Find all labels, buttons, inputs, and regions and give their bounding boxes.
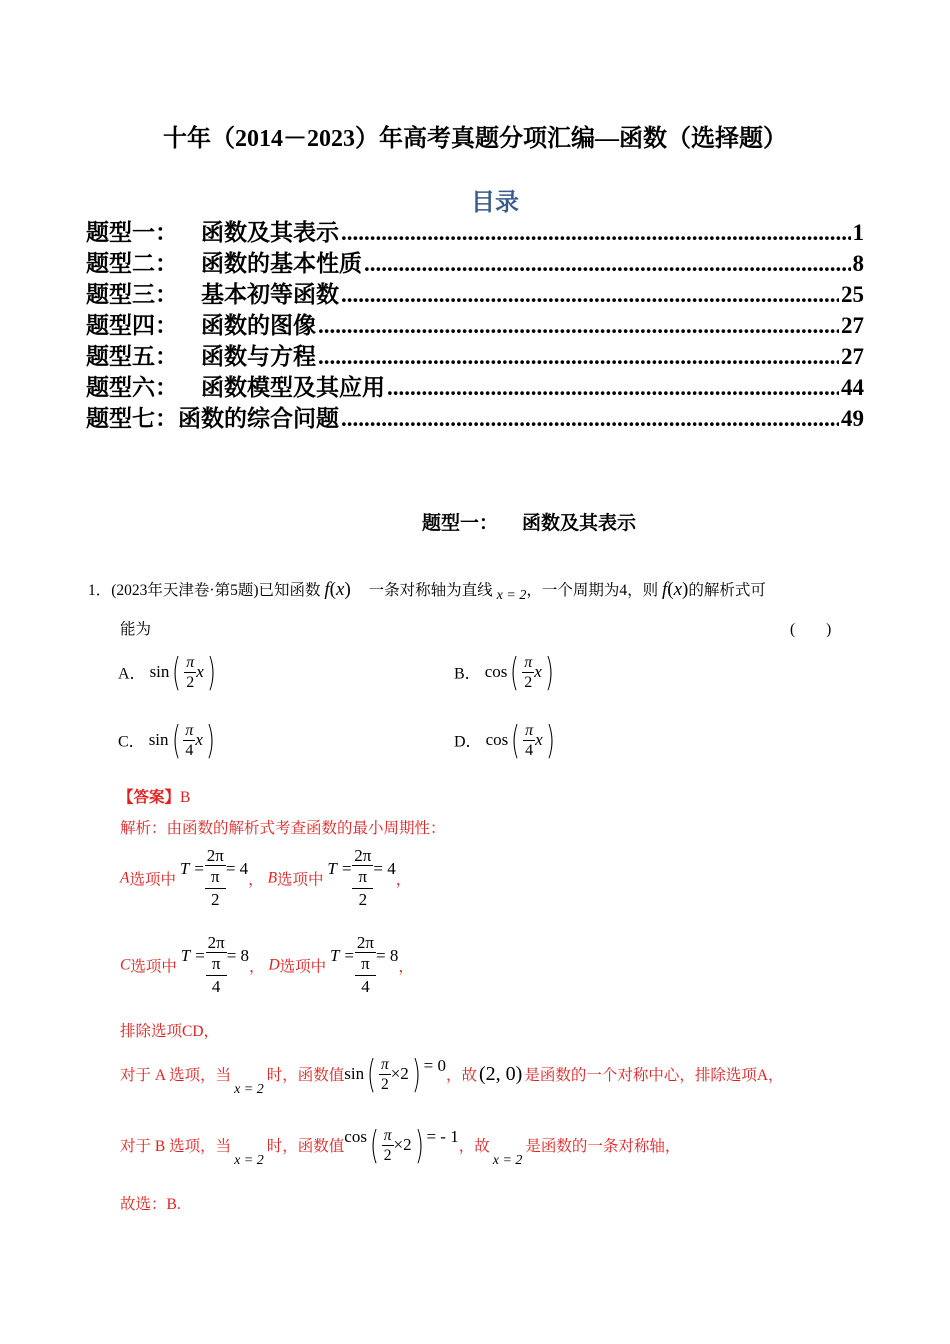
option-fn: sin: [148, 730, 169, 749]
option-letter: D．: [454, 733, 482, 751]
frac-inner-num: π: [355, 953, 376, 976]
center-point: (2, 0): [479, 1062, 523, 1085]
period-result: = 8: [226, 945, 250, 965]
period-row-ab: [120, 846, 411, 911]
line-post: 是函数的一条对称轴，: [525, 1138, 681, 1155]
toc-text: 函数的基本性质: [201, 251, 362, 276]
line-fn: sin: [344, 1064, 365, 1083]
option-ref: B: [267, 869, 278, 887]
line-pre: 对于 A 选项，当: [120, 1067, 232, 1084]
question-number: 1．: [88, 582, 112, 599]
frac-num: 2π: [206, 846, 224, 865]
toc-leader: [387, 375, 839, 401]
line-gu: ，故: [458, 1138, 490, 1155]
option-fn: cos: [485, 730, 509, 749]
toc-entry[interactable]: [86, 307, 864, 340]
question-source: (2023年天津卷·第5题)已知函数: [111, 582, 321, 599]
line-x: x = 2: [234, 1082, 264, 1097]
frac-inner-num: π: [206, 953, 227, 976]
line-mid: 时，函数值: [266, 1138, 345, 1155]
option-var: x: [535, 730, 543, 749]
frac-num: 2π: [207, 933, 225, 952]
frac-num: π: [383, 1126, 392, 1144]
frac-inner-den: 4: [361, 977, 370, 996]
frac-inner-den: 4: [211, 977, 221, 996]
document-title: 十年（2014－2023）年高考真题分项汇编—函数（选择题）: [163, 126, 787, 152]
line-post: 是函数的一个对称中心，排除选项A，: [524, 1067, 784, 1084]
option-b[interactable]: B． cos( $\frac{\pi}{2}$ x): [454, 650, 554, 694]
line-mid: 时，函数值: [266, 1067, 345, 1084]
toc-text: 函数的综合问题: [178, 406, 339, 431]
question-continued: 能为: [120, 621, 152, 638]
toc-page: 49: [841, 406, 864, 431]
line-eq: = - 1: [426, 1127, 459, 1146]
frac-den: 2: [380, 1075, 389, 1093]
toc-leader: [341, 406, 839, 432]
toc-leader: [318, 313, 839, 339]
frac-num: 2π: [356, 933, 374, 952]
frac-inner-den: 2: [211, 890, 220, 909]
toc-text: 函数与方程: [201, 344, 316, 369]
option-letter: B．: [454, 665, 481, 683]
question-mid: 一条对称轴为直线: [368, 582, 493, 599]
line-eq: = 0: [423, 1056, 446, 1075]
period-result: = 4: [373, 858, 396, 878]
option-var: x: [195, 730, 203, 749]
toc-text: 函数及其表示: [201, 220, 339, 245]
option-ref: C: [120, 956, 131, 974]
question-mid2: ，一个周期为4，则: [526, 582, 659, 599]
frac-num: π: [525, 721, 534, 739]
toc-entry[interactable]: [86, 214, 864, 247]
toc-page: 25: [841, 282, 864, 307]
toc-entry[interactable]: [86, 276, 864, 309]
period-row-cd: [120, 933, 414, 998]
question-tail: 的解析式可: [688, 582, 766, 599]
answer-line: [118, 785, 190, 807]
option-c[interactable]: C． sin( $\frac{\pi}{4}$ x): [118, 718, 215, 762]
option-fn: cos: [484, 662, 508, 681]
section-label: 题型一：: [422, 513, 499, 534]
line-x: x = 2: [234, 1153, 264, 1168]
toc-leader: [341, 220, 851, 246]
period-T: T =: [330, 945, 355, 965]
toc-label: 题型四：: [86, 313, 178, 338]
line-pre: 对于 B 选项，当: [120, 1138, 232, 1155]
separator: ，: [395, 871, 412, 889]
toc-label: 题型七：: [86, 406, 178, 431]
function-f: f: [324, 579, 330, 600]
toc-text: 函数模型及其应用: [201, 375, 385, 400]
frac-inner-num: π: [205, 866, 226, 889]
toc-entry[interactable]: [86, 400, 864, 433]
separator: ，: [249, 958, 265, 976]
answer-bracket: ( ): [790, 621, 832, 638]
toc-page: 44: [841, 375, 864, 400]
toc-page: 27: [841, 313, 864, 338]
option-ref: A: [120, 869, 130, 887]
answer-value: B: [180, 789, 191, 806]
option-var: x: [196, 662, 204, 681]
frac-num: π: [186, 653, 195, 671]
exclude-line: 排除选项CD，: [120, 1023, 220, 1040]
separator: ，: [248, 871, 264, 889]
section-text: 函数及其表示: [522, 513, 637, 534]
option-ref: D: [268, 956, 280, 974]
option-letter: A．: [118, 665, 146, 683]
analysis-text: 解析：由函数的解析式考查函数的最小周期性：: [120, 820, 446, 837]
section-heading: [422, 508, 636, 535]
toc-label: 题型三：: [86, 282, 178, 307]
frac-den: 2: [383, 1146, 392, 1164]
option-var: x: [534, 662, 542, 681]
line-gu: ，故: [445, 1067, 477, 1084]
question-stem: 1．(2023年天津卷·第5题)已知函数 f(x) 一条对称轴为直线 x = 2，一个周期为4，则 f(x)的解析式可: [88, 579, 766, 603]
period-T: T =: [327, 858, 353, 878]
check-line-a: 对于 A 选项，当x = 2时，函数值sin( $\frac{\pi}{2}$ ×2) = 0，故 (2, 0) 是函数的一个对称中心，排除选项A，: [120, 1052, 784, 1097]
axis-line: x = 2: [496, 588, 527, 603]
period-result: = 8: [376, 945, 399, 965]
frac-inner-num: π: [352, 866, 373, 889]
check-line-b: 对于 B 选项，当x = 2时，函数值cos( $\frac{\pi}{2}$ ×2) = - 1，故x = 2是函数的一条对称轴，: [120, 1123, 681, 1168]
frac-num: π: [380, 1055, 389, 1073]
option-d[interactable]: D． cos( $\frac{\pi}{4}$ x): [454, 718, 555, 762]
row-text: 选项中: [279, 958, 327, 976]
toc-label: 题型六：: [86, 375, 178, 400]
toc-page: 1: [852, 220, 864, 245]
row-text: 选项中: [129, 871, 176, 889]
frac-num: π: [185, 721, 194, 739]
line-times: ×2: [393, 1135, 412, 1154]
option-letter: C．: [118, 733, 145, 751]
period-result: = 4: [225, 858, 249, 878]
frac-den: 4: [525, 741, 534, 759]
toc-label: 题型二：: [86, 251, 178, 276]
separator: ，: [398, 958, 414, 976]
period-T: T =: [180, 945, 206, 965]
frac-num: π: [524, 653, 533, 671]
option-a[interactable]: A． sin( $\frac{\pi}{2}$ x): [118, 650, 216, 694]
toc-entry[interactable]: [86, 338, 864, 371]
toc-entry[interactable]: [86, 245, 864, 278]
toc-page: 27: [841, 344, 864, 369]
toc-text: 函数的图像: [201, 313, 316, 338]
option-fn: sin: [149, 662, 170, 681]
toc-label: 题型一：: [86, 220, 178, 245]
toc-leader: [341, 282, 839, 308]
toc-label: 题型五：: [86, 344, 178, 369]
line-fn: cos: [344, 1127, 367, 1146]
frac-inner-den: 2: [358, 890, 368, 909]
frac-num: 2π: [354, 846, 372, 865]
line-x: x = 2: [492, 1153, 523, 1168]
period-T: T =: [179, 858, 205, 878]
toc-entry[interactable]: [86, 369, 864, 402]
toc-text: 基本初等函数: [201, 282, 339, 307]
final-answer: 故选：B.: [120, 1196, 181, 1213]
frac-den: 4: [185, 741, 194, 759]
frac-den: 2: [186, 673, 195, 691]
answer-label: 【答案】: [118, 789, 181, 806]
toc-page: 8: [852, 251, 864, 276]
toc-leader: [318, 344, 839, 370]
toc-leader: [364, 251, 851, 277]
function-x: x: [336, 579, 345, 600]
row-text: 选项中: [130, 958, 177, 976]
line-times: ×2: [390, 1064, 409, 1083]
row-text: 选项中: [277, 871, 324, 889]
toc-heading: 目录: [471, 190, 519, 216]
frac-den: 2: [524, 673, 533, 691]
